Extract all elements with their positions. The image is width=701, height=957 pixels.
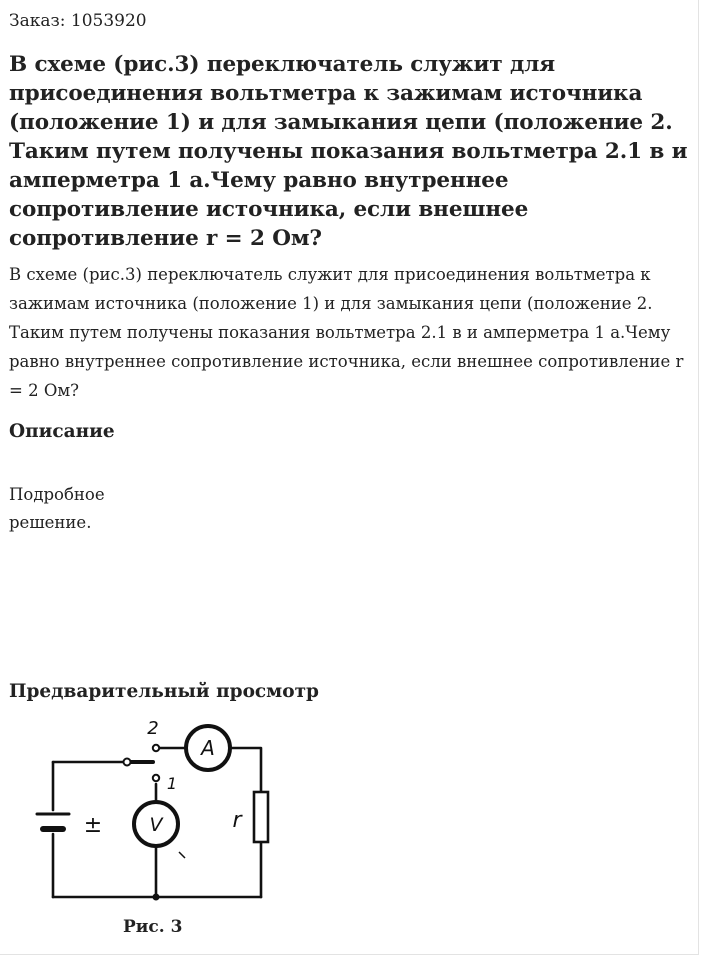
resistor <box>254 792 268 842</box>
question-body: В схеме (рис.3) переключатель служит для присоединения вольтметра к зажимам источника (положение 1) и для замыкания цепи (положение 2. Таким путем получены показания вольтметра 2.1 в и амперметра 1 а.Чему равно внутреннее сопротивление источника, если внешнее сопротивление r = 2 Ом? <box>9 265 684 400</box>
position-1-label: 1 <box>166 774 178 793</box>
description-text <box>9 481 129 537</box>
junction-bottom <box>153 894 160 901</box>
resistor-label: r <box>232 808 242 833</box>
wire-ammeter-right <box>231 748 261 792</box>
description-line-1: Подробное <box>9 485 105 504</box>
description-heading: Описание <box>9 421 115 442</box>
voltmeter-symbol: V <box>149 814 163 836</box>
order-number: Заказ: 1053920 <box>9 11 147 31</box>
polarity-label: ± <box>83 813 103 838</box>
voltmeter-tick <box>179 852 185 858</box>
contact-2 <box>153 745 159 751</box>
circuit-svg <box>25 712 285 912</box>
position-2-label: 2 <box>147 718 159 739</box>
ammeter-symbol: A <box>201 736 215 760</box>
description-line-2: решение. <box>9 513 92 532</box>
question-title: В схеме (рис.3) переключатель служит для присоединения вольтметра к зажимам источника (положение 1) и для замыкания цепи (положение 2. Таким путем получены показания вольтметра 2.1 в и амперметра 1 а.Чему равно внутреннее сопротивление источника, если внешнее сопротивление r = 2 Ом? <box>9 52 688 251</box>
circuit-diagram <box>25 712 285 947</box>
switch-pivot <box>124 759 131 766</box>
battery <box>37 814 69 829</box>
contact-1 <box>153 775 159 781</box>
preview-heading: Предварительный просмотр <box>9 681 319 702</box>
figure-caption: Рис. 3 <box>123 917 183 937</box>
